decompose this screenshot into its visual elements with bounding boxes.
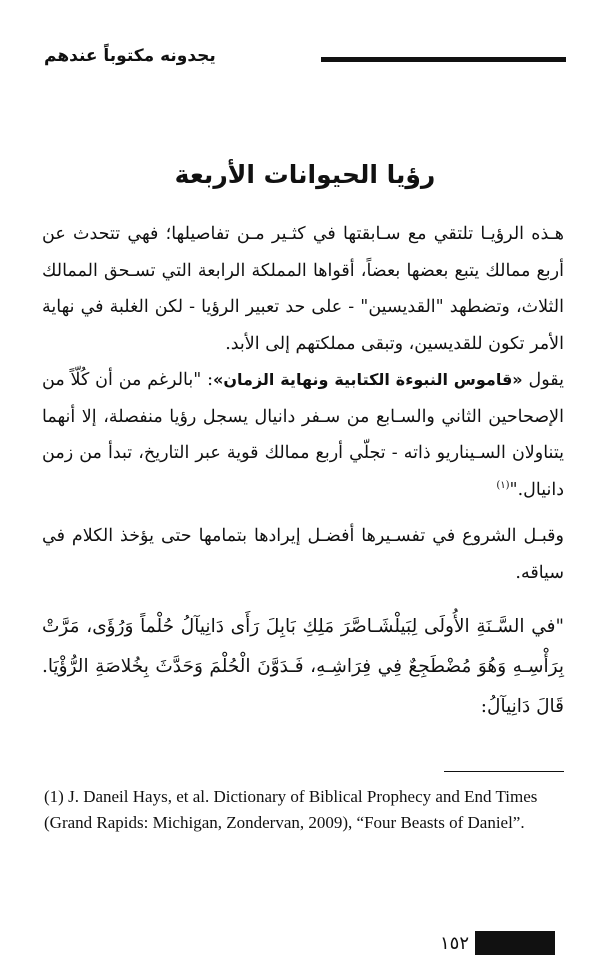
paragraph-1: هـذه الرؤيـا تلتقي مع سـابقتها في كثـير مـن تفاصيلها؛ فهي تتحدث عن أربع ممالك يتبع بعضها بعضاً، أقواها المملكة الرابعة التي تسـحق الممالك الثلاث، وتضطهد "القديسين" - على حد تعبير الرؤيا - لكن الغلبة في نهاية الأمر تكون للقديسين، وتبقى مملكتهم إلى الأبد. <box>42 224 564 354</box>
footnote-1: (1) J. Daneil Hays, et al. Dictionary of Biblical Prophecy and End Times (Grand Rapids: Michigan, Zondervan, 2009), “Four Beasts of Daniel”. <box>44 787 538 832</box>
running-header <box>44 44 566 74</box>
paragraph-2-intro: يقول <box>528 370 564 390</box>
running-header-rule <box>321 57 566 62</box>
paragraph-3: وقبـل الشروع في تفسـيرها أفضـل إيرادها بتمامها حتى يؤخذ الكلام في سياقه. <box>42 526 564 583</box>
paragraph-2 <box>42 362 564 508</box>
page-number-block <box>475 931 555 955</box>
running-header-title: يجدونه مكتوباً عندهم <box>44 46 216 66</box>
paragraph-2-quote: : "بالرغم من أن كُلّاً من الإصحاحين الثاني والسـابع من سـفر دانيال يسجل رؤيا منفصلة، إلا أنهما يتناولان السـيناريو ذاته - تجلّي أربع ممالك قوية عبر التاريخ، تبدأ من زمن دانيال." <box>42 370 564 500</box>
footnote-separator <box>444 771 564 772</box>
footnote-reference[interactable]: (١) <box>496 479 510 491</box>
page-number-area <box>440 931 555 955</box>
cited-source-title: «قاموس النبوءة الكتابية ونهاية الزمان» <box>213 370 523 389</box>
scripture-quote: "في السَّـنَةِ الأُولَى لِبَيلْشَـاصَّرَ مَلِكِ بَابِلَ رَأَى دَانِيآلُ حُلْماً وَرُؤَى، مَرَّتْ بِرَأْسِـهِ وَهُوَ مُضْطَجِعٌ فِي فِرَاشِـهِ، فَـدَوَّنَ الْحُلْمَ وَحَدَّثَ بِخُلاصَةِ الرُّؤْيَا. قَالَ دَانِيآلُ: <box>42 616 564 717</box>
page-number: ١٥٢ <box>440 932 470 954</box>
body-text <box>42 216 564 727</box>
chapter-title: رؤيا الحيوانات الأربعة <box>174 160 436 189</box>
